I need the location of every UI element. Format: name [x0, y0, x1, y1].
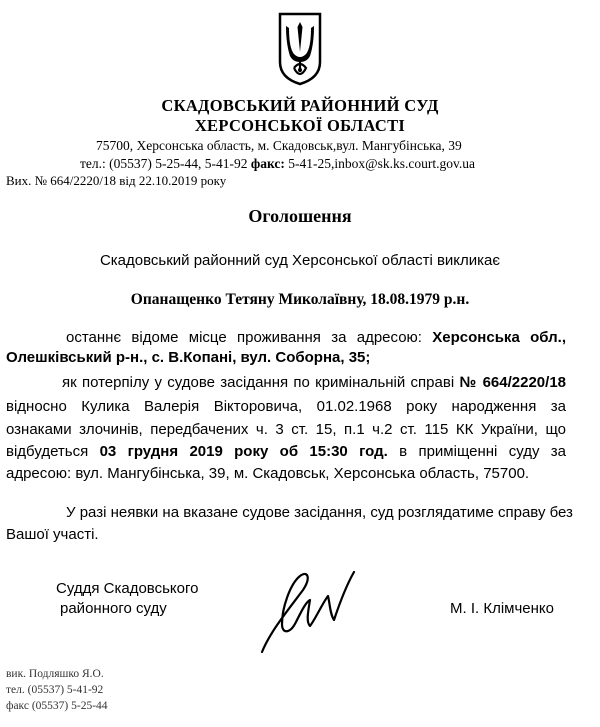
executor-fax: факс (05537) 5-25-44 [6, 700, 108, 712]
judge-role-line2: районного суду [60, 600, 167, 617]
coat-of-arms-icon [278, 12, 322, 86]
case-defendant: Кулика Валерія Вікторовича, 01.02.1968 року народження за [81, 398, 567, 415]
executor-name: вик. Подляшко Я.О. [6, 668, 104, 680]
absence-warning-line2: Вашої участі. [6, 526, 99, 543]
document-title: Оголошення [248, 206, 352, 226]
hearing-suffix: в приміщенні суду за [399, 443, 566, 460]
hearing-datetime: 03 грудня 2019 року об 15:30 год. [99, 443, 388, 460]
residence-prefix: останнє відоме місце проживання за адресою: [66, 329, 422, 346]
outgoing-from-label: від [119, 173, 136, 188]
phone-label: тел.: [80, 156, 106, 171]
case-line1 [62, 374, 566, 391]
case-hearing-line [6, 443, 566, 460]
court-phones: (05537) 5-25-44, 5-41-92 [109, 156, 248, 171]
case-line1-prefix: як потерпілу у судове засідання по кримінальній справі [62, 374, 455, 391]
residence-region: Херсонська обл., [432, 329, 567, 346]
judge-role-line1: Суддя Скадовського [56, 580, 199, 597]
judge-name: М. І. Клімченко [450, 600, 554, 617]
case-line2 [6, 398, 566, 415]
case-line2-prefix: відносно [6, 398, 67, 415]
hearing-address: адресою: вул. Мангубінська, 39, м. Скадовськ, Херсонська область, 75700. [6, 465, 530, 482]
case-number: № 664/2220/18 [459, 374, 567, 391]
intro-text: Скадовський районний суд Херсонської області викликає [99, 252, 501, 269]
case-charges: ознаками злочинів, передбачених ч. 3 ст. 15, п.1 ч.2 ст. 115 КК України, що [6, 421, 566, 438]
outgoing-date: 22.10.2019 року [138, 173, 227, 188]
judge-signature [248, 560, 368, 660]
outgoing-label: Вих. № [6, 173, 48, 188]
summoned-person: Опанащенко Тетяну Миколаївну, 18.08.1979 р.н. [130, 291, 470, 308]
residence-address: Олешківський р-н., с. В.Копані, вул. Соборна, 35; [6, 349, 371, 366]
court-name-line2: ХЕРСОНСЬКОЇ ОБЛАСТІ [194, 116, 406, 135]
court-address: 75700, Херсонська область, м. Скадовськ,вул. Мангубінська, 39 [96, 138, 462, 153]
court-contacts [80, 156, 475, 172]
court-fax-email: 5-41-25,inbox@sk.ks.court.gov.ua [288, 156, 475, 171]
executor-phone: тел. (05537) 5-41-92 [6, 684, 104, 696]
court-name-line1: СКАДОВСЬКИЙ РАЙОННИЙ СУД [161, 96, 439, 115]
outgoing-number: 664/2220/18 [50, 173, 117, 188]
absence-warning-line1: У разі неявки на вказане судове засідання, суд розглядатиме справу без [66, 504, 573, 521]
outgoing-reference [6, 173, 226, 189]
fax-label: факс: [250, 156, 285, 171]
residence-line1 [66, 329, 566, 346]
hearing-prefix: відбудеться [6, 443, 89, 460]
